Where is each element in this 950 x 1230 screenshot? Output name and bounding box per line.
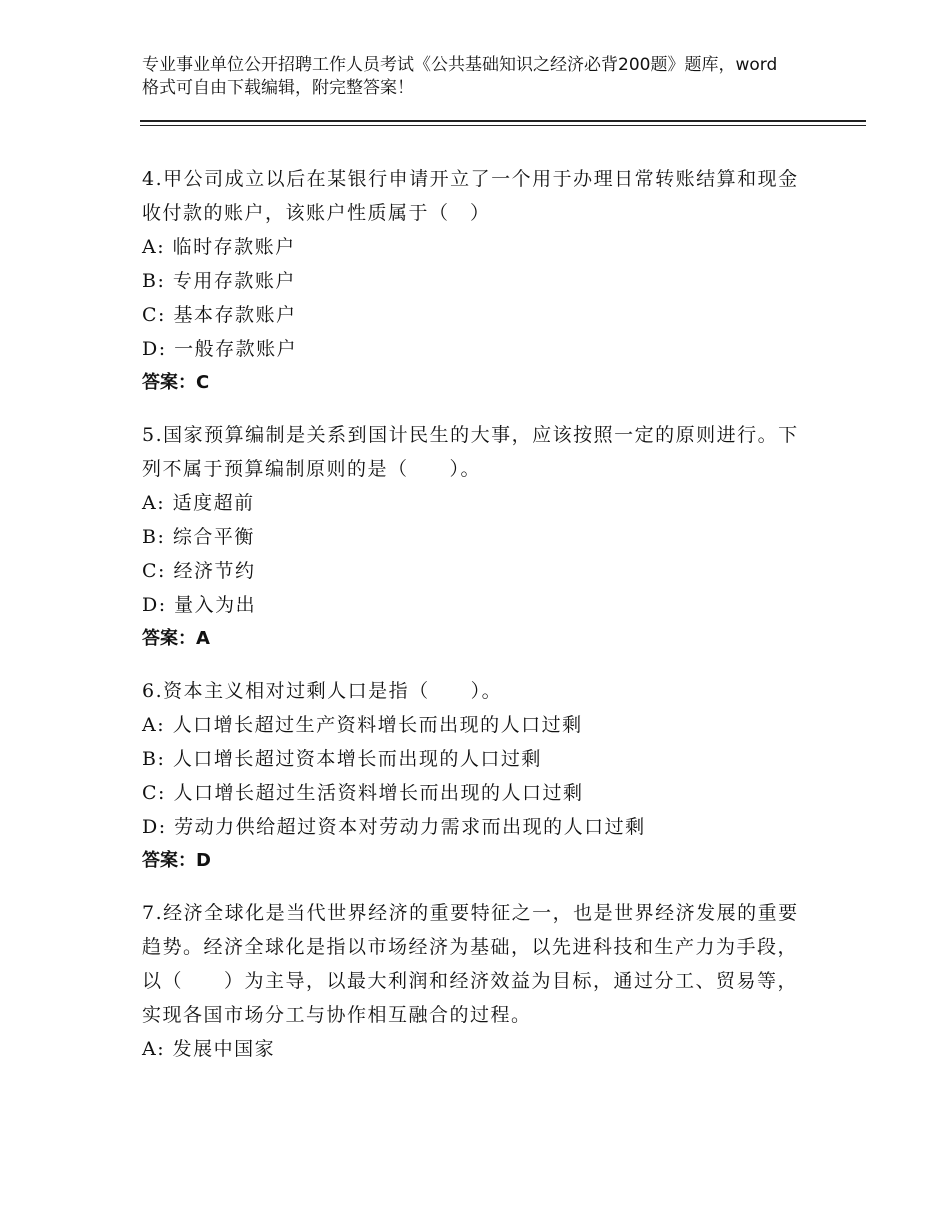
- option-c: C: 基本存款账户: [142, 304, 297, 326]
- option-b: B: 专用存款账户: [142, 270, 296, 292]
- question-7: [142, 896, 802, 1066]
- option-d: D: 一般存款账户: [142, 338, 298, 360]
- answer: 答案：D: [142, 850, 211, 871]
- option-a: A: 发展中国家: [142, 1038, 276, 1060]
- question-list: [142, 162, 802, 1084]
- option-a: A: 适度超前: [142, 492, 255, 514]
- option-d: D: 量入为出: [142, 594, 257, 616]
- question-stem: 6.资本主义相对过剩人口是指（ ）。: [142, 680, 503, 702]
- option-b: B: 人口增长超过资本增长而出现的人口过剩: [142, 748, 542, 770]
- option-c: C: 人口增长超过生活资料增长而出现的人口过剩: [142, 782, 584, 804]
- question-6: [142, 674, 802, 878]
- question-stem: 4.甲公司成立以后在某银行申请开立了一个用于办理日常转账结算和现金收付款的账户，该账户性质属于（ ）: [142, 168, 799, 224]
- answer: 答案：C: [142, 372, 210, 393]
- document-header: 专业事业单位公开招聘工作人员考试《公共基础知识之经济必背200题》题库，word格式可自由下载编辑，附完整答案！: [142, 55, 778, 98]
- header-divider-thick: [140, 120, 866, 122]
- question-stem: 7.经济全球化是当代世界经济的重要特征之一，也是世界经济发展的重要趋势。经济全球化是指以市场经济为基础，以先进科技和生产力为手段，以（ ）为主导，以最大利润和经济效益为目标，通过分工、贸易等，实现各国市场分工与协作相互融合的过程。: [142, 902, 799, 1026]
- answer: 答案：A: [142, 628, 210, 649]
- header-divider-thin: [140, 125, 866, 126]
- option-c: C: 经济节约: [142, 560, 256, 582]
- option-a: A: 人口增长超过生产资料增长而出现的人口过剩: [142, 714, 583, 736]
- question-stem: 5.国家预算编制是关系到国计民生的大事，应该按照一定的原则进行。下列不属于预算编制原则的是（ ）。: [142, 424, 799, 480]
- option-a: A: 临时存款账户: [142, 236, 296, 258]
- question-4: [142, 162, 802, 400]
- option-b: B: 综合平衡: [142, 526, 255, 548]
- option-d: D: 劳动力供给超过资本对劳动力需求而出现的人口过剩: [142, 816, 646, 838]
- question-5: [142, 418, 802, 656]
